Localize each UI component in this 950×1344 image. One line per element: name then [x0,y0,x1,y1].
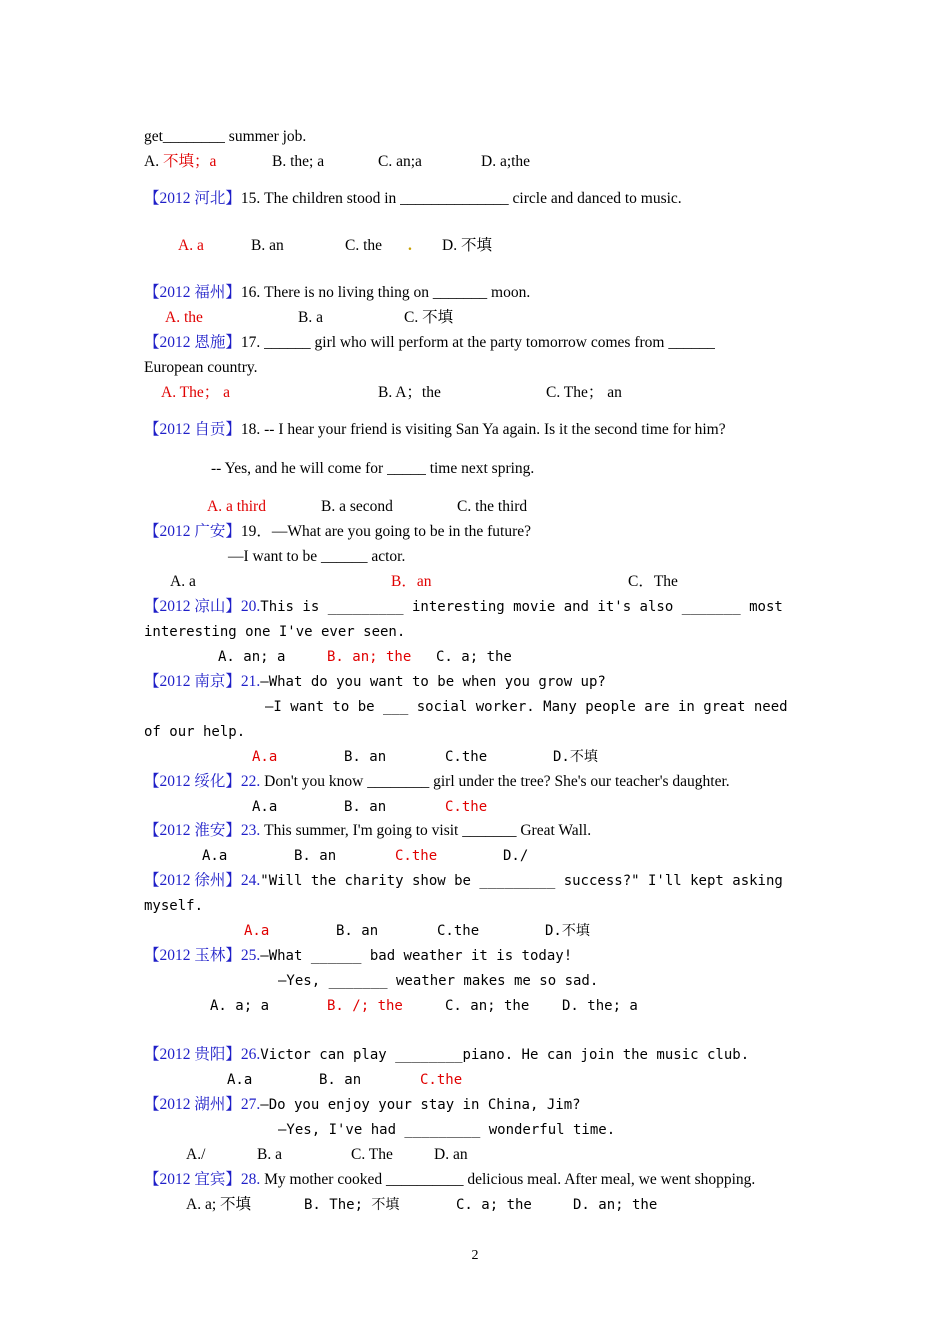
option-c: C.the [445,799,488,815]
question-23 [144,821,591,841]
question-tag: 【2012 淮安】 [144,822,241,839]
option-a: A. a [170,573,196,590]
question-tag: 【2012 自贡】 [144,421,241,438]
option-c: C.the [437,923,480,939]
option-b: B. an [344,749,387,765]
question-tag: 【2012 湖州】 [144,1096,241,1113]
question-tag: 【2012 贵阳】 [144,1046,241,1063]
question-text: —What ______ bad weather it is today! [260,948,573,964]
question-text: 19．—What are you going to be in the future? [240,523,532,540]
option-d: D. an [434,1146,468,1163]
option-b: B. an [251,237,284,254]
question-text: —What do you want to be when you grow up? [260,674,606,690]
option-c: C. the [345,237,383,254]
text-line: get________ summer job. [144,128,307,145]
question-15 [144,189,682,209]
option-c: C. an;a [378,153,422,170]
option-b: B. an [344,799,387,815]
option-a: A. The； a [161,384,231,401]
option-a: A.a [244,923,270,939]
question-continuation: myself. [144,898,204,914]
question-number: 22. [240,773,261,790]
question-text: 16. There is no living thing on _______ moon. [240,284,531,301]
question-tag: 【2012 恩施】 [144,334,241,351]
option-a: A. the [165,309,203,326]
option-a: A. an; a [218,649,286,665]
response-line: —Yes, I've had _________ wonderful time. [278,1122,616,1138]
option-d: D.不填 [545,923,590,939]
option-d: D./ [503,848,529,864]
option-b: B. a second [321,498,393,515]
question-text: Don't you know ________ girl under the tree? She's our teacher's daughter. [260,773,730,790]
option-b: B. The; 不填 [304,1197,400,1213]
option-b: B. an; the [327,649,412,665]
option-b: B．an [391,573,432,590]
option-c: C. The； an [546,384,622,401]
option-a: A.a [227,1072,253,1088]
option-d: D. an; the [573,1197,658,1213]
question-text: 18. -- I hear your friend is visiting San Ya again. Is it the second time for him? [240,421,726,438]
option-b: B. a [257,1146,282,1163]
option-b: B. an [319,1072,362,1088]
response-line: -- Yes, and he will come for _____ time next spring. [211,460,535,477]
option-b: B. an [336,923,379,939]
question-19 [144,522,531,542]
question-number: 20. [240,598,261,615]
option-a: A. a; a [210,998,270,1014]
question-17 [144,333,715,353]
option-c: C. an; the [445,998,530,1014]
option-d: D. a;the [481,153,531,170]
question-continuation: European country. [144,359,258,376]
option-c: C.the [395,848,438,864]
option-c: C. a; the [456,1197,532,1213]
question-text: This summer, I'm going to visit _______ Great Wall. [260,822,592,839]
option-b: B. a [298,309,323,326]
option-a: A. a; 不填 [186,1196,252,1213]
question-27 [144,1095,581,1115]
option-a: A./ [186,1146,206,1163]
option-a: A. a third [207,498,266,515]
option-a: A. a [178,237,204,254]
option-a-prefix: A. [144,153,163,170]
option-line [144,152,216,172]
question-18 [144,420,726,440]
option-b: B. the; a [272,153,325,170]
question-21 [144,672,606,692]
question-26 [144,1045,749,1065]
response-line: —I want to be ___ social worker. Many people are in great need [265,699,788,715]
option-c: C. The [351,1146,393,1163]
question-number: 21. [240,673,261,690]
option-b: B. an [294,848,337,864]
response-line: —Yes, _______ weather makes me so sad. [278,973,599,989]
question-tag: 【2012 玉林】 [144,947,241,964]
question-text: 15. The children stood in ______________ circle and danced to music. [240,190,682,207]
question-number: 23. [240,822,261,839]
question-24 [144,871,783,891]
page-number: 2 [471,1248,479,1263]
question-text: My mother cooked __________ delicious meal. After meal, we went shopping. [260,1171,756,1188]
option-a-answer: 不填；a [162,153,217,170]
question-20 [144,597,783,617]
option-d: D.不填 [553,749,598,765]
option-a: A.a [252,799,278,815]
question-text: —Do you enjoy your stay in China, Jim? [260,1097,581,1113]
question-continuation: interesting one I've ever seen. [144,624,406,640]
option-d: D. 不填 [442,237,492,254]
question-tag: 【2012 南京】 [144,673,241,690]
question-number: 26. [240,1046,261,1063]
question-number: 25. [240,947,261,964]
question-tag: 【2012 宜宾】 [144,1171,241,1188]
question-number: 28. [240,1171,261,1188]
option-d: D. the; a [562,998,638,1014]
option-a: A.a [252,749,278,765]
option-a: A.a [202,848,228,864]
question-continuation: of our help. [144,724,246,740]
question-22 [144,772,730,792]
option-c: C. the third [457,498,528,515]
option-b: B. A；the [378,384,441,401]
question-tag: 【2012 凉山】 [144,598,241,615]
question-28 [144,1170,755,1190]
option-c: C. 不填 [404,309,454,326]
question-number: 27. [240,1096,261,1113]
response-line: —I want to be ______ actor. [228,548,406,565]
option-c: C.the [445,749,488,765]
question-25 [144,946,572,966]
question-tag: 【2012 河北】 [144,190,241,207]
question-text: This is _________ interesting movie and it's also _______ most [260,599,783,615]
option-c: C. a; the [436,649,512,665]
question-number: 24. [240,872,261,889]
option-b: B. /; the [327,998,403,1014]
option-c: C.the [420,1072,463,1088]
question-tag: 【2012 福州】 [144,284,241,301]
question-tag: 【2012 绥化】 [144,773,241,790]
question-text: "Will the charity show be _________ success?" I'll kept asking [260,873,783,889]
question-tag: 【2012 徐州】 [144,872,241,889]
question-16 [144,283,530,303]
option-c: C．The [628,573,678,590]
question-tag: 【2012 广安】 [144,523,241,540]
question-text: 17. ______ girl who will perform at the party tomorrow comes from ______ [240,334,715,351]
stray-dot: . [408,237,412,254]
question-text: Victor can play ________piano. He can join the music club. [260,1047,750,1063]
